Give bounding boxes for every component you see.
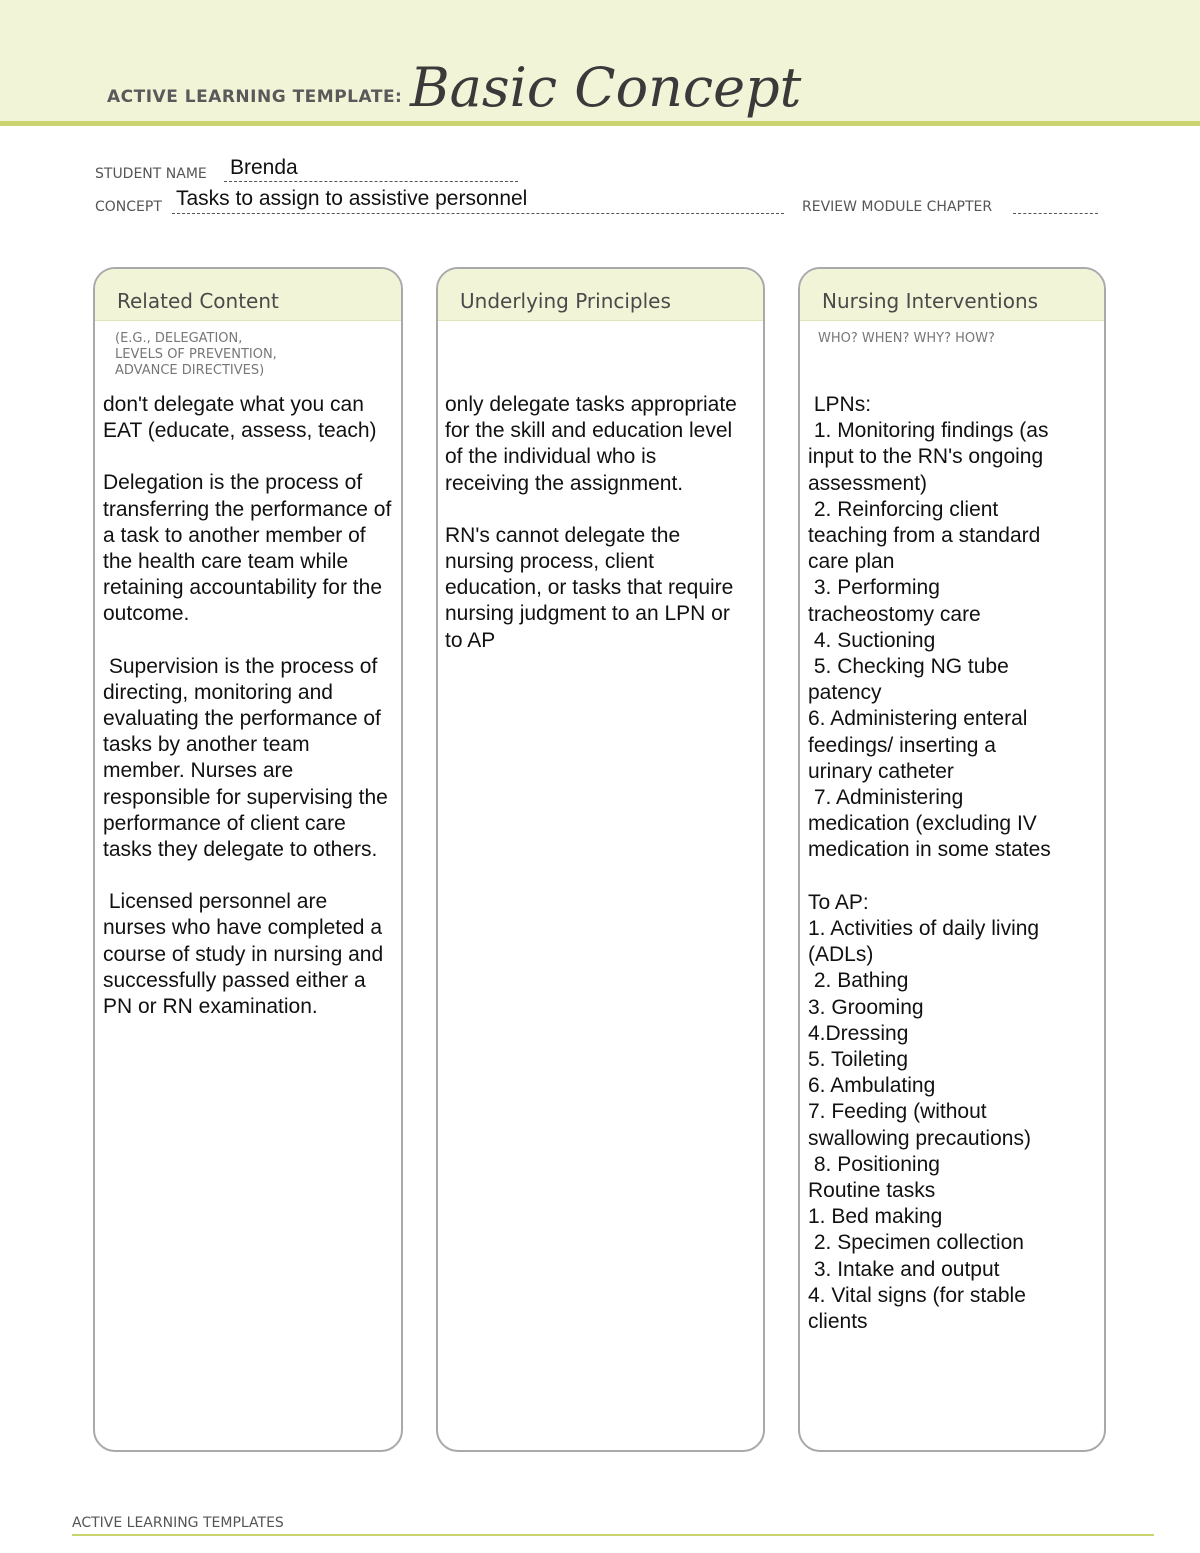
intervention-line: 3. Grooming (808, 995, 924, 1019)
header-rule (0, 121, 1200, 126)
intervention-line: 8. Positioning (808, 1152, 940, 1176)
intervention-line: 4. Suctioning (808, 628, 936, 652)
student-name-label: STUDENT NAME (95, 166, 207, 182)
intervention-line: 2. Reinforcing client (808, 497, 999, 521)
intervention-line: teaching from a standard (808, 524, 1041, 548)
footer-rule (72, 1534, 1154, 1536)
underlying-principles-header (438, 269, 763, 321)
related-paragraph: don't delegate what you can EAT (educate, assess, teach) (103, 393, 377, 443)
intervention-line: 3. Performing (808, 576, 940, 600)
intervention-line: 2. Specimen collection (808, 1231, 1024, 1255)
related-content-header (95, 269, 401, 321)
related-content-hint: (E.G., DELEGATION, LEVELS OF PREVENTION, ADVANCE DIRECTIVES) (115, 331, 277, 378)
intervention-line: 1. Bed making (808, 1205, 943, 1229)
concept-value[interactable]: Tasks to assign to assistive personnel (176, 187, 528, 210)
related-paragraph: Licensed personnel are nurses who have completed a course of study in nursing and successfully passed either a PN or RN examination. (103, 890, 390, 1019)
principles-paragraph: RN's cannot delegate the nursing process, client education, or tasks that require nursing judgment to an LPN or to AP (445, 523, 740, 652)
intervention-line: 7. Feeding (without (808, 1100, 987, 1124)
underlying-principles-panel (436, 267, 765, 1452)
review-module-line[interactable] (1013, 213, 1098, 214)
intervention-line: LPNs: (808, 393, 872, 416)
nursing-interventions-header (800, 269, 1104, 321)
underlying-principles-body[interactable] (445, 392, 745, 654)
principles-paragraph: only delegate tasks appropriate for the skill and education level of the individual who is receiving the assignment. (445, 393, 743, 495)
intervention-line: 2. Bathing (808, 969, 909, 993)
template-label: ACTIVE LEARNING TEMPLATE: (107, 87, 403, 107)
student-name-value[interactable]: Brenda (230, 156, 298, 179)
intervention-line: medication in some states (808, 838, 1051, 862)
related-content-body[interactable] (103, 392, 398, 1020)
nursing-interventions-hint: WHO? WHEN? WHY? HOW? (818, 331, 995, 346)
review-module-label: REVIEW MODULE CHAPTER (802, 199, 993, 215)
intervention-line: urinary catheter (808, 759, 954, 783)
related-paragraph: Delegation is the process of transferring the performance of a task to another member of the health care team while retaining accountability for the outcome. (103, 471, 398, 626)
intervention-line: tracheostomy care (808, 602, 981, 626)
intervention-line: medication (excluding IV (808, 812, 1037, 836)
nursing-interventions-title: Nursing Interventions (822, 289, 1039, 313)
intervention-line: 1. Monitoring findings (as (808, 419, 1049, 443)
intervention-line: assessment) (808, 471, 928, 495)
footer-label: ACTIVE LEARNING TEMPLATES (72, 1515, 284, 1531)
intervention-line: 6. Ambulating (808, 1074, 936, 1098)
concept-line (172, 213, 784, 214)
nursing-interventions-panel (798, 267, 1106, 1452)
underlying-principles-title: Underlying Principles (460, 289, 671, 313)
intervention-line (808, 864, 1100, 890)
intervention-line: To AP: (808, 890, 869, 914)
intervention-line: 4. Vital signs (for stable (808, 1283, 1026, 1307)
nursing-interventions-body[interactable] (808, 392, 1100, 1335)
related-content-panel (93, 267, 403, 1452)
intervention-line: 4.Dressing (808, 1021, 909, 1045)
intervention-line: (ADLs) (808, 943, 874, 967)
intervention-line: patency (808, 681, 882, 705)
intervention-line: 6. Administering enteral (808, 707, 1028, 731)
template-title: Basic Concept (410, 56, 802, 119)
intervention-line: swallowing precautions) (808, 1126, 1031, 1150)
intervention-line: care plan (808, 550, 895, 574)
intervention-line: 5. Toileting (808, 1048, 909, 1072)
intervention-line: input to the RN's ongoing (808, 445, 1044, 469)
intervention-line: 3. Intake and output (808, 1257, 1000, 1281)
related-content-title: Related Content (117, 289, 279, 313)
intervention-line: feedings/ inserting a (808, 733, 996, 757)
student-name-line (224, 181, 518, 182)
intervention-line: clients (808, 1310, 868, 1334)
intervention-line: 7. Administering (808, 786, 964, 810)
intervention-line: Routine tasks (808, 1179, 936, 1203)
related-paragraph: Supervision is the process of directing, monitoring and evaluating the performance of tasks by another team member. Nurses are responsible for supervising the performance of client care tasks they delegate to others. (103, 654, 394, 862)
intervention-line: 5. Checking NG tube (808, 655, 1009, 679)
intervention-line: 1. Activities of daily living (808, 917, 1040, 941)
concept-label: CONCEPT (95, 199, 162, 215)
